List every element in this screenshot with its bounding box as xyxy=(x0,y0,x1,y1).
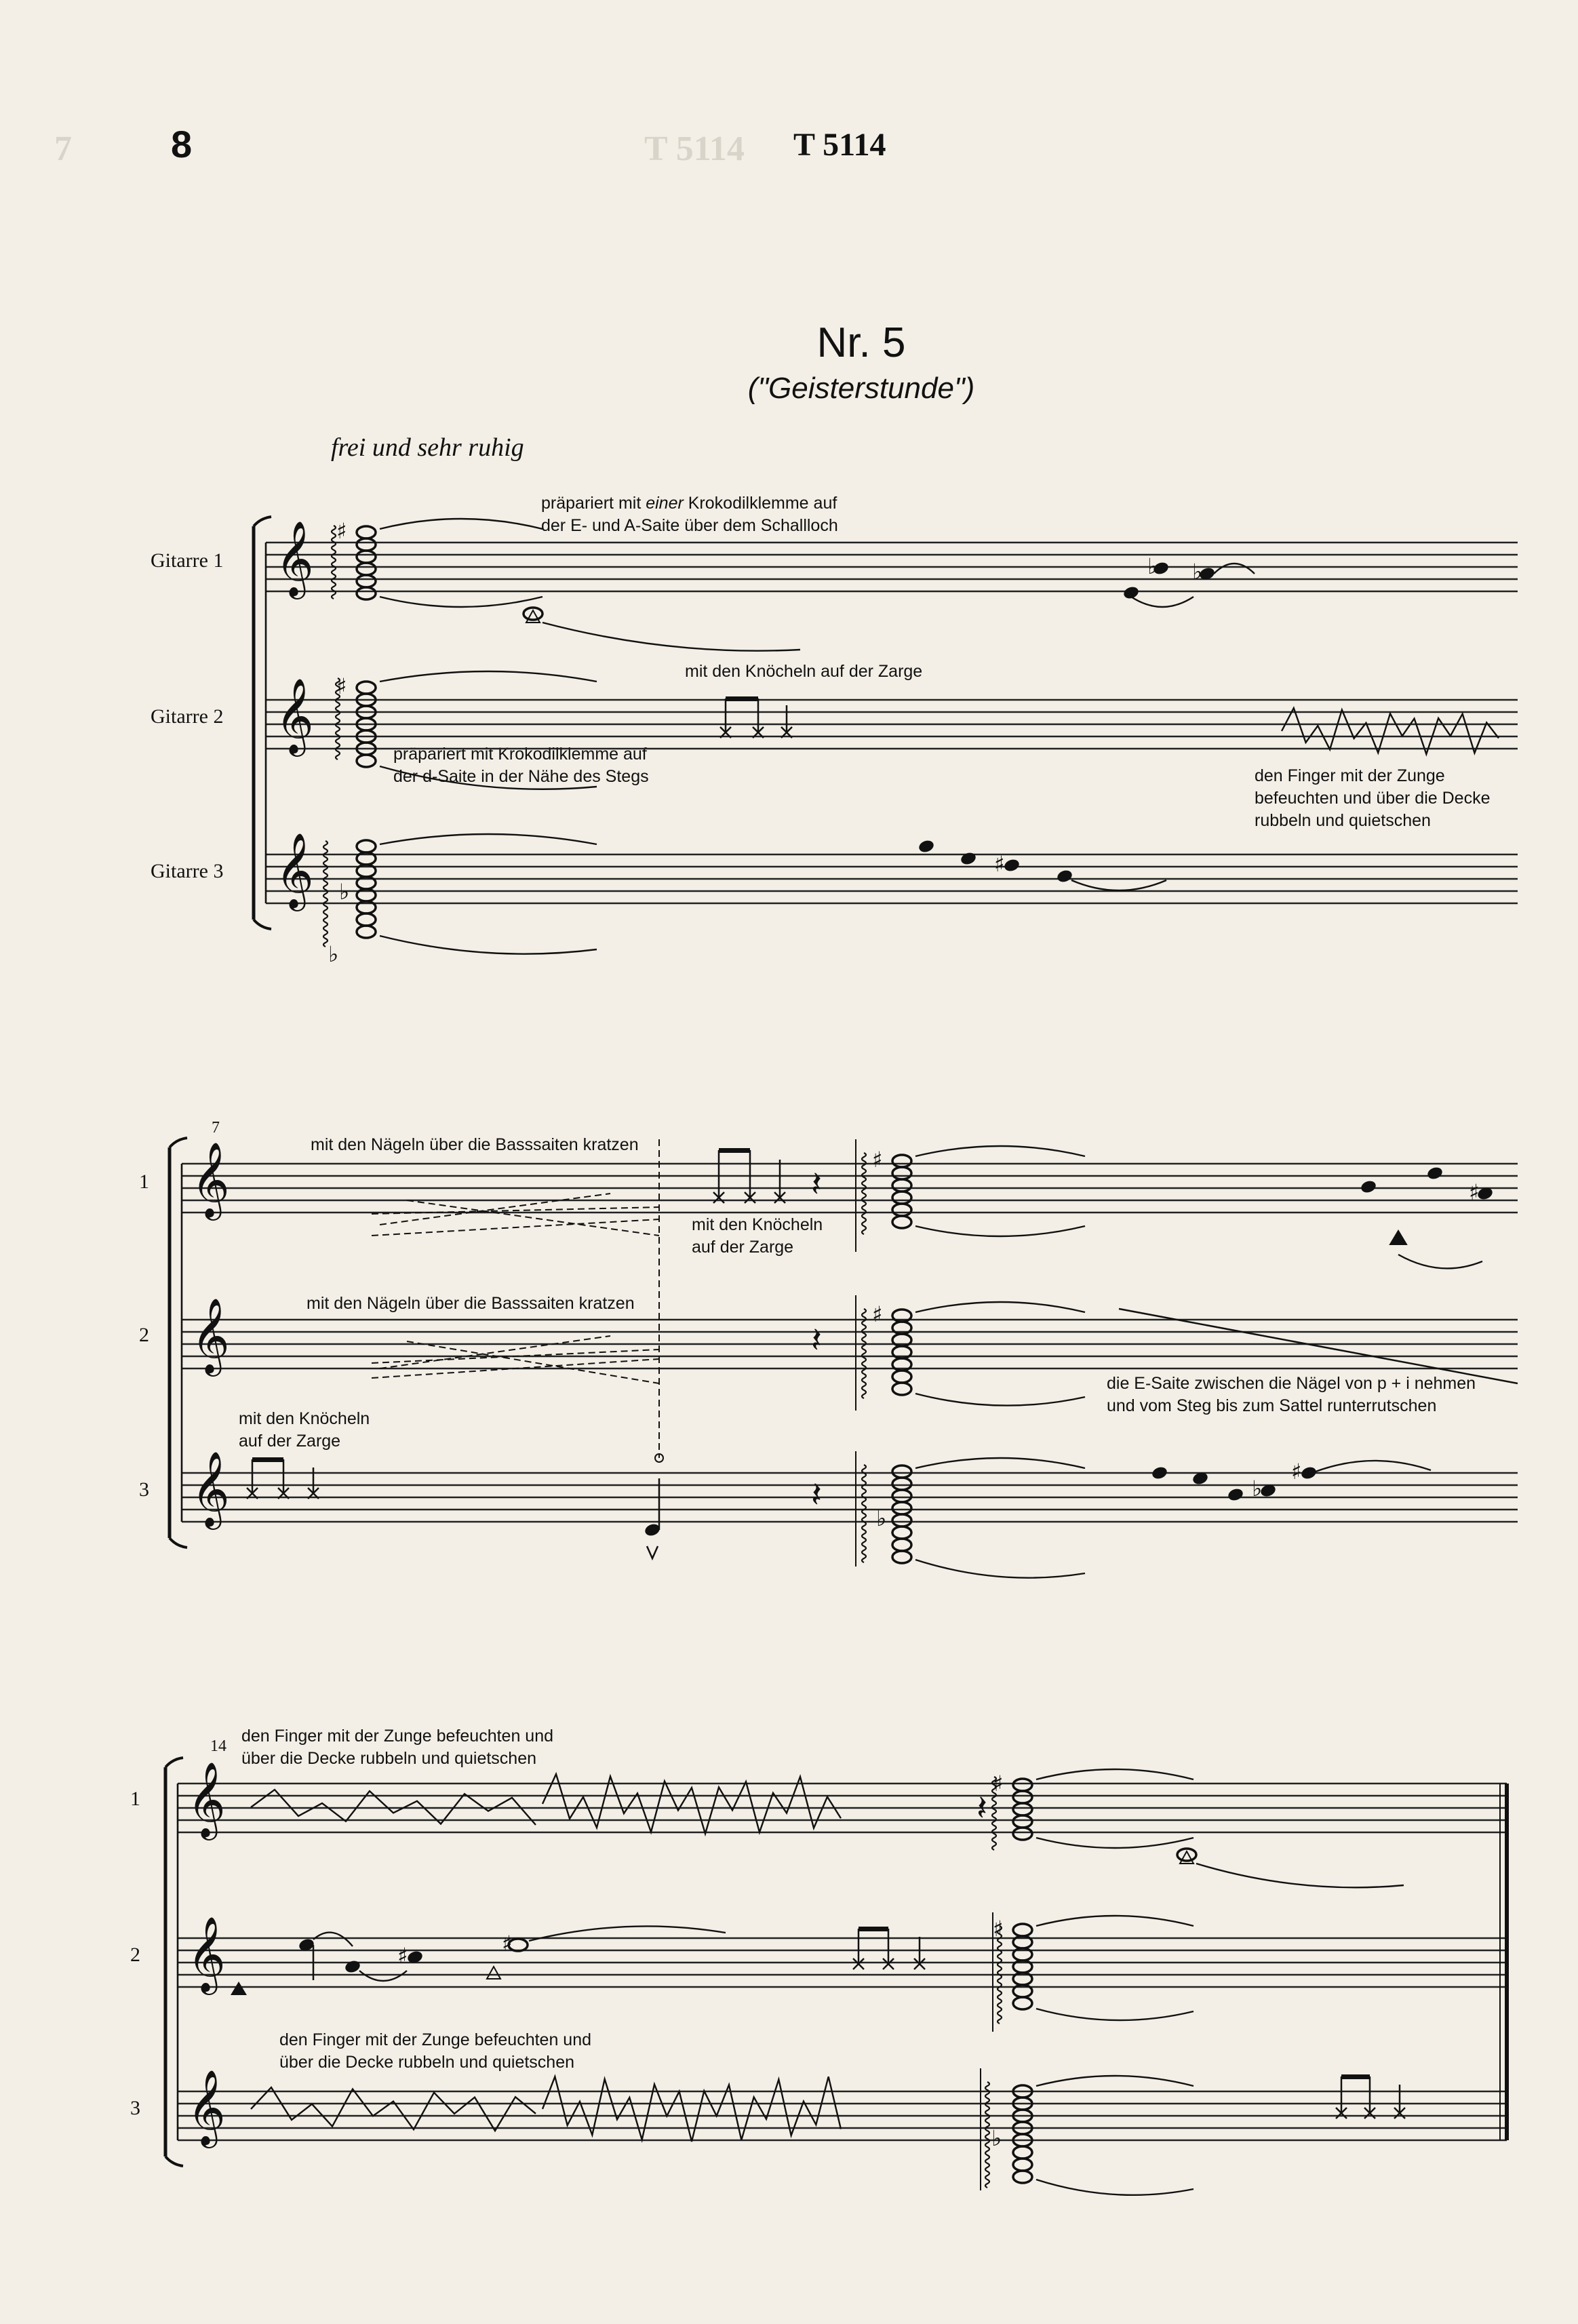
annotation-nails-scratch-2: mit den Nägeln über die Basssaiten kratzen xyxy=(307,1294,635,1313)
whole-note xyxy=(1013,1924,1032,1936)
beam xyxy=(726,696,758,701)
dashed-gesture xyxy=(407,1200,659,1236)
annotation-knuckles-on-rib: mit den Knöcheln auf der Zarge xyxy=(685,662,923,681)
arpeggio xyxy=(862,1153,866,1234)
instrument-label-guitar-2: Gitarre 2 xyxy=(151,705,224,728)
instrument-label-guitar-3: Gitarre 3 xyxy=(151,860,224,882)
sharp-sign: ♯ xyxy=(336,673,347,699)
tie xyxy=(1131,597,1194,607)
note-head xyxy=(1300,1465,1318,1481)
tie xyxy=(359,1971,407,1981)
sharp-sign: ♯ xyxy=(993,1771,1004,1796)
system-bracket xyxy=(165,1758,183,1767)
whole-note xyxy=(892,1383,911,1395)
annotation-knuckles-staff-1: mit den Knöcheln auf der Zarge xyxy=(692,1215,823,1257)
whole-note xyxy=(1013,2146,1032,2159)
measure-number-7: 7 xyxy=(212,1119,220,1137)
whole-note xyxy=(357,755,376,767)
staff-label-3-system-3: 3 xyxy=(130,2097,140,2119)
show-through-catalog: T 5114 xyxy=(644,130,745,168)
whole-note xyxy=(357,926,376,938)
harmonic-mark xyxy=(487,1967,500,1979)
annotation-tongue-rubbing: den Finger mit der Zunge befeuchten und über die Decke rubbeln und quietschen xyxy=(1255,766,1491,830)
tie xyxy=(1036,2076,1194,2086)
sharp-sign: ♯ xyxy=(993,1916,1004,1942)
whole-note xyxy=(1013,1828,1032,1840)
flat-sign: ♭ xyxy=(991,2125,1002,2151)
show-through-page-number: 7 xyxy=(54,130,72,168)
sharp-sign: ♯ xyxy=(994,851,1005,877)
annotation-nails-scratch-1: mit den Nägeln über die Basssaiten kratzen xyxy=(311,1135,639,1154)
tie xyxy=(543,623,800,651)
sharp-sign: ♯ xyxy=(872,1301,883,1327)
arpeggio xyxy=(985,2082,989,2188)
measure-number-14: 14 xyxy=(210,1737,226,1755)
flat-sign: ♭ xyxy=(1252,1476,1263,1501)
tie xyxy=(915,1226,1085,1236)
flat-sign: ♭ xyxy=(876,1505,887,1531)
tie xyxy=(915,1146,1085,1156)
arpeggio xyxy=(862,1309,866,1398)
whole-note xyxy=(892,1490,911,1502)
sharp-sign: ♯ xyxy=(1291,1459,1302,1484)
annotation-clamp-e-a-strings: präpariert mit einer Krokodilklemme auf der E- und A-Saite über dem Schallloch xyxy=(541,494,838,535)
tie xyxy=(915,1560,1085,1578)
tie xyxy=(1196,1864,1404,1887)
note-head xyxy=(1227,1487,1244,1503)
flat-sign: ♭ xyxy=(1192,559,1203,585)
whole-note xyxy=(892,1465,911,1478)
sharp-sign: ♯ xyxy=(502,1931,513,1956)
staff-label-3: 3 xyxy=(139,1478,149,1501)
flat-sign: ♭ xyxy=(328,941,339,967)
whole-note xyxy=(1013,2159,1032,2171)
system-bracket xyxy=(170,1138,187,1147)
annotation-clamp-d-string: präpariert mit Krokodilklemme auf der d-Saite in der Nähe des Stegs xyxy=(393,745,649,786)
note-head xyxy=(1122,585,1140,601)
tie xyxy=(1036,1838,1194,1848)
flat-sign: ♭ xyxy=(1147,553,1158,579)
whole-note xyxy=(357,913,376,926)
treble-clef: 𝄞 xyxy=(275,520,314,596)
staff-lines xyxy=(178,543,1518,2140)
note-head xyxy=(1151,1465,1168,1481)
piece-subtitle: ("Geisterstunde") xyxy=(747,372,975,405)
treble-clef: 𝄞 xyxy=(187,2069,226,2145)
tie xyxy=(380,834,597,844)
system-bracket xyxy=(254,517,271,526)
treble-clef: 𝄞 xyxy=(187,1761,226,1837)
annotation-tongue-rubbing-staff-3: den Finger mit der Zunge befeuchten und über die Decke rubbeln und quietschen xyxy=(279,2030,592,2072)
whole-note xyxy=(1013,1803,1032,1815)
tongue-scribble xyxy=(1282,708,1499,754)
quarter-rest: 𝄽 xyxy=(977,1788,987,1829)
whole-note xyxy=(357,840,376,852)
staff-label-2-system-3: 2 xyxy=(130,1944,140,1966)
beam xyxy=(1341,2074,1370,2079)
whole-note xyxy=(892,1502,911,1514)
dashed-gesture xyxy=(380,1194,610,1225)
whole-note xyxy=(1013,1815,1032,1828)
treble-clef: 𝄞 xyxy=(275,832,314,908)
whole-note xyxy=(1013,1791,1032,1803)
whole-note xyxy=(1013,1779,1032,1791)
accent-mark xyxy=(647,1546,658,1558)
tempo-marking: frei und sehr ruhig xyxy=(331,433,524,462)
dashed-gesture xyxy=(407,1341,659,1383)
note-head xyxy=(344,1959,361,1975)
sharp-sign: ♯ xyxy=(1469,1179,1480,1205)
tie xyxy=(380,519,543,529)
whole-note xyxy=(892,1551,911,1563)
piece-title: Nr. 5 xyxy=(816,319,906,366)
tie xyxy=(380,671,597,682)
catalog-number: T 5114 xyxy=(793,127,886,163)
sharp-sign: ♯ xyxy=(397,1943,408,1969)
whole-note xyxy=(1013,2171,1032,2183)
beam xyxy=(719,1148,750,1153)
whole-note xyxy=(892,1155,911,1167)
tie xyxy=(915,1302,1085,1312)
whole-note xyxy=(892,1179,911,1191)
sharp-sign: ♯ xyxy=(336,518,347,544)
tie xyxy=(915,1394,1085,1406)
whole-note xyxy=(892,1167,911,1179)
dashed-gesture xyxy=(380,1336,610,1368)
staff-label-1-system-3: 1 xyxy=(130,1788,140,1810)
whole-note xyxy=(892,1216,911,1228)
tongue-scribble xyxy=(543,2076,841,2142)
whole-note xyxy=(892,1204,911,1216)
tie xyxy=(1316,1461,1431,1472)
whole-note xyxy=(892,1191,911,1204)
tie xyxy=(915,1458,1085,1468)
note-head xyxy=(918,839,935,854)
whole-note xyxy=(357,538,376,551)
tie xyxy=(1036,1769,1194,1779)
note-head xyxy=(1426,1166,1444,1181)
whole-note xyxy=(892,1539,911,1551)
tie xyxy=(380,597,543,607)
note-head xyxy=(1360,1179,1377,1195)
tie xyxy=(313,1933,353,1946)
arpeggio xyxy=(332,526,336,599)
sharp-sign: ♯ xyxy=(872,1147,883,1173)
beam xyxy=(859,1927,888,1931)
note-head xyxy=(960,851,977,867)
treble-clef: 𝄞 xyxy=(191,1451,230,1527)
whole-note xyxy=(1013,1997,1032,2009)
harmonic-mark xyxy=(1390,1231,1406,1244)
annotation-string-slide: die E-Saite zwischen die Nägel von p + i nehmen und vom Steg bis zum Sattel runterrutschen xyxy=(1107,1374,1476,1415)
arpeggio xyxy=(323,841,328,947)
system-bracket xyxy=(254,920,271,929)
whole-note xyxy=(892,1371,911,1383)
tie xyxy=(380,766,597,789)
whole-note xyxy=(357,563,376,575)
beam xyxy=(252,1457,283,1462)
whole-note xyxy=(357,526,376,538)
note-head xyxy=(1056,869,1073,884)
whole-note xyxy=(357,551,376,563)
whole-note xyxy=(357,587,376,599)
tie xyxy=(1036,2180,1194,2195)
arpeggio xyxy=(862,1465,866,1562)
tie xyxy=(1214,564,1255,574)
treble-clef: 𝄞 xyxy=(275,677,314,753)
harmonic-mark xyxy=(231,1982,247,1995)
flat-sign: ♭ xyxy=(339,879,350,905)
staff-label-1: 1 xyxy=(139,1170,149,1193)
quarter-rest: 𝄽 xyxy=(811,1320,822,1361)
whole-note xyxy=(357,575,376,587)
tie xyxy=(1071,880,1166,890)
note-head xyxy=(1003,858,1021,873)
tie xyxy=(1398,1255,1482,1268)
annotation-knuckles-staff-3: mit den Knöcheln auf der Zarge xyxy=(239,1409,370,1451)
whole-note xyxy=(892,1478,911,1490)
tie xyxy=(380,936,597,954)
whole-note xyxy=(892,1514,911,1527)
treble-clef: 𝄞 xyxy=(191,1297,230,1373)
instrument-label-guitar-1: Gitarre 1 xyxy=(151,549,224,572)
treble-clef: 𝄞 xyxy=(191,1141,230,1217)
quarter-rest: 𝄽 xyxy=(811,1475,822,1516)
dashed-gesture xyxy=(372,1219,659,1236)
whole-note xyxy=(357,682,376,694)
staff-label-2: 2 xyxy=(139,1324,149,1346)
quarter-rest: 𝄽 xyxy=(811,1164,822,1205)
whole-note xyxy=(892,1527,911,1539)
treble-clef: 𝄞 xyxy=(187,1916,226,1992)
system-bracket xyxy=(170,1538,187,1548)
tie xyxy=(1036,2009,1194,2020)
tongue-scribble xyxy=(251,2087,536,2131)
tie xyxy=(1036,1916,1194,1926)
annotation-tongue-rubbing-staff-1: den Finger mit der Zunge befeuchten und über die Decke rubbeln und quietschen xyxy=(241,1727,554,1768)
system-bracket xyxy=(165,2156,183,2166)
page-number: 8 xyxy=(171,123,193,165)
